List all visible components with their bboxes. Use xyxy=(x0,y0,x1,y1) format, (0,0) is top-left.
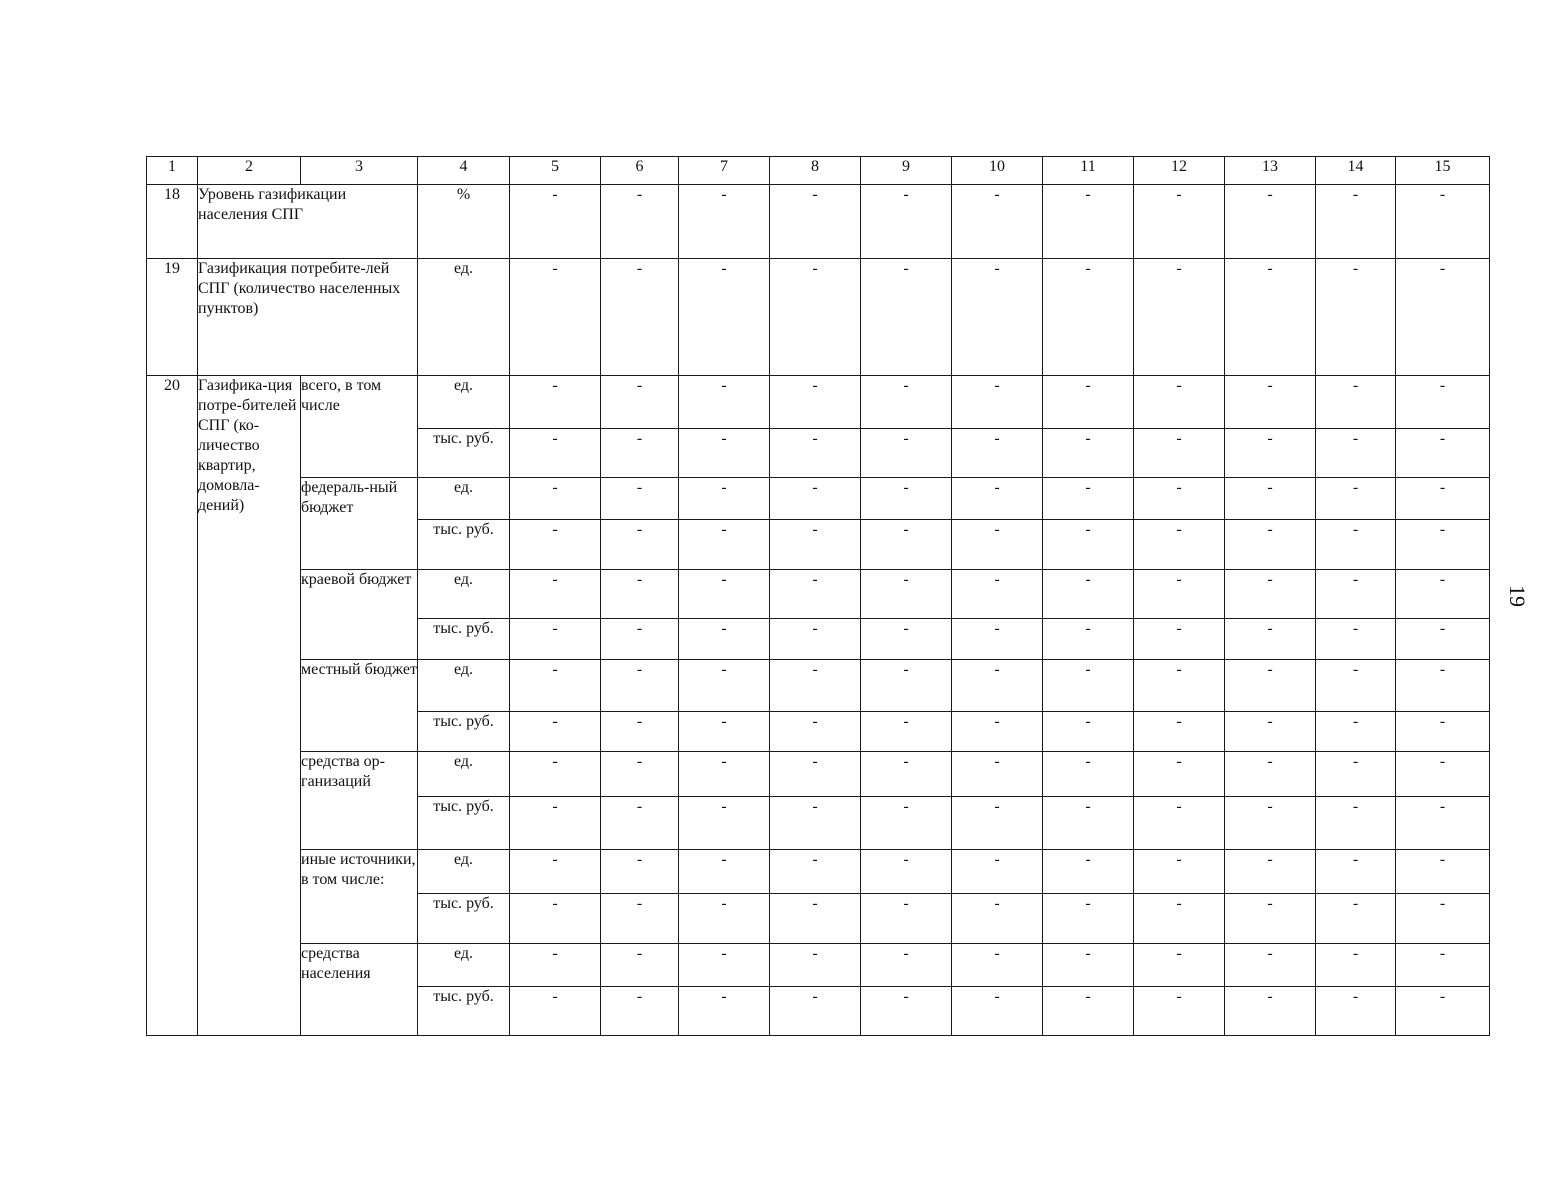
value-cell: - xyxy=(1225,259,1316,376)
value-cell: - xyxy=(510,850,601,894)
value-cell: - xyxy=(601,944,679,987)
value-cell: - xyxy=(861,570,952,619)
value-cell: - xyxy=(1134,660,1225,712)
value-cell: - xyxy=(1134,570,1225,619)
value-cell: - xyxy=(952,520,1043,570)
column-number-header: 8 xyxy=(770,157,861,185)
unit-cell: тыс. руб. xyxy=(418,712,510,752)
value-cell: - xyxy=(770,570,861,619)
value-cell: - xyxy=(679,944,770,987)
value-cell: - xyxy=(1396,185,1490,259)
value-cell: - xyxy=(1134,429,1225,478)
value-cell: - xyxy=(1225,797,1316,850)
value-cell: - xyxy=(510,660,601,712)
value-cell: - xyxy=(1316,752,1396,797)
value-cell: - xyxy=(679,520,770,570)
unit-cell: ед. xyxy=(418,944,510,987)
value-cell: - xyxy=(1043,478,1134,520)
value-cell: - xyxy=(510,619,601,660)
unit-cell: ед. xyxy=(418,259,510,376)
value-cell: - xyxy=(952,185,1043,259)
value-cell: - xyxy=(1134,259,1225,376)
value-cell: - xyxy=(1225,376,1316,429)
value-cell: - xyxy=(1134,619,1225,660)
value-cell: - xyxy=(1225,619,1316,660)
value-cell: - xyxy=(601,850,679,894)
table-row xyxy=(147,660,1490,712)
value-cell: - xyxy=(1043,520,1134,570)
value-cell: - xyxy=(510,752,601,797)
funding-source: всего, в том числе xyxy=(301,376,418,478)
value-cell: - xyxy=(679,987,770,1036)
column-number-header: 2 xyxy=(198,157,301,185)
value-cell: - xyxy=(1225,429,1316,478)
value-cell: - xyxy=(861,894,952,944)
value-cell: - xyxy=(952,894,1043,944)
value-cell: - xyxy=(510,894,601,944)
value-cell: - xyxy=(1043,894,1134,944)
header-row xyxy=(147,157,1490,185)
value-cell: - xyxy=(1396,712,1490,752)
value-cell: - xyxy=(1396,987,1490,1036)
unit-cell: тыс. руб. xyxy=(418,987,510,1036)
unit-cell: ед. xyxy=(418,376,510,429)
column-number-header: 9 xyxy=(861,157,952,185)
unit-cell: ед. xyxy=(418,570,510,619)
value-cell: - xyxy=(1316,478,1396,520)
value-cell: - xyxy=(1225,478,1316,520)
value-cell: - xyxy=(1043,619,1134,660)
value-cell: - xyxy=(1316,259,1396,376)
unit-cell: тыс. руб. xyxy=(418,894,510,944)
column-number-header: 5 xyxy=(510,157,601,185)
value-cell: - xyxy=(679,797,770,850)
value-cell: - xyxy=(770,660,861,712)
value-cell: - xyxy=(770,429,861,478)
value-cell: - xyxy=(1134,752,1225,797)
value-cell: - xyxy=(1316,520,1396,570)
funding-source: средства населения xyxy=(301,944,418,1036)
value-cell: - xyxy=(861,478,952,520)
value-cell: - xyxy=(952,259,1043,376)
value-cell: - xyxy=(1225,944,1316,987)
value-cell: - xyxy=(1225,660,1316,712)
value-cell: - xyxy=(770,376,861,429)
column-number-header: 11 xyxy=(1043,157,1134,185)
value-cell: - xyxy=(770,712,861,752)
value-cell: - xyxy=(679,429,770,478)
value-cell: - xyxy=(1316,850,1396,894)
value-cell: - xyxy=(510,429,601,478)
value-cell: - xyxy=(1225,185,1316,259)
value-cell: - xyxy=(1225,752,1316,797)
unit-cell: тыс. руб. xyxy=(418,619,510,660)
value-cell: - xyxy=(510,797,601,850)
value-cell: - xyxy=(601,660,679,712)
value-cell: - xyxy=(1043,850,1134,894)
value-cell: - xyxy=(770,752,861,797)
value-cell: - xyxy=(1396,894,1490,944)
unit-cell: ед. xyxy=(418,660,510,712)
table-row xyxy=(147,478,1490,520)
value-cell: - xyxy=(679,712,770,752)
table-row xyxy=(147,752,1490,797)
value-cell: - xyxy=(770,850,861,894)
value-cell: - xyxy=(861,259,952,376)
value-cell: - xyxy=(1396,520,1490,570)
unit-cell: тыс. руб. xyxy=(418,429,510,478)
value-cell: - xyxy=(861,185,952,259)
value-cell: - xyxy=(510,570,601,619)
value-cell: - xyxy=(601,894,679,944)
value-cell: - xyxy=(1316,944,1396,987)
value-cell: - xyxy=(679,850,770,894)
value-cell: - xyxy=(770,185,861,259)
value-cell: - xyxy=(1225,712,1316,752)
value-cell: - xyxy=(601,376,679,429)
value-cell: - xyxy=(952,478,1043,520)
value-cell: - xyxy=(1134,712,1225,752)
value-cell: - xyxy=(1225,570,1316,619)
value-cell: - xyxy=(1043,376,1134,429)
value-cell: - xyxy=(1225,850,1316,894)
value-cell: - xyxy=(1396,944,1490,987)
value-cell: - xyxy=(679,752,770,797)
funding-source: иные источники, в том числе: xyxy=(301,850,418,944)
value-cell: - xyxy=(510,259,601,376)
value-cell: - xyxy=(861,429,952,478)
value-cell: - xyxy=(952,660,1043,712)
table-row xyxy=(147,376,1490,429)
value-cell: - xyxy=(601,797,679,850)
value-cell: - xyxy=(601,185,679,259)
column-number-header: 3 xyxy=(301,157,418,185)
value-cell: - xyxy=(861,752,952,797)
value-cell: - xyxy=(861,376,952,429)
value-cell: - xyxy=(1225,894,1316,944)
value-cell: - xyxy=(770,944,861,987)
value-cell: - xyxy=(1043,752,1134,797)
column-number-header: 1 xyxy=(147,157,198,185)
value-cell: - xyxy=(601,752,679,797)
value-cell: - xyxy=(510,185,601,259)
value-cell: - xyxy=(861,660,952,712)
value-cell: - xyxy=(1396,376,1490,429)
unit-cell: ед. xyxy=(418,478,510,520)
row-number: 18 xyxy=(147,185,198,259)
value-cell: - xyxy=(679,376,770,429)
value-cell: - xyxy=(601,619,679,660)
value-cell: - xyxy=(1396,478,1490,520)
value-cell: - xyxy=(601,987,679,1036)
value-cell: - xyxy=(601,712,679,752)
column-number-header: 4 xyxy=(418,157,510,185)
value-cell: - xyxy=(1043,570,1134,619)
value-cell: - xyxy=(770,894,861,944)
value-cell: - xyxy=(1043,712,1134,752)
value-cell: - xyxy=(1225,520,1316,570)
unit-cell: тыс. руб. xyxy=(418,520,510,570)
value-cell: - xyxy=(1043,797,1134,850)
value-cell: - xyxy=(952,850,1043,894)
column-number-header: 14 xyxy=(1316,157,1396,185)
indicator-name: Уровень газификации населения СПГ xyxy=(198,185,418,259)
value-cell: - xyxy=(1396,660,1490,712)
value-cell: - xyxy=(1134,797,1225,850)
value-cell: - xyxy=(510,944,601,987)
value-cell: - xyxy=(1316,185,1396,259)
value-cell: - xyxy=(601,520,679,570)
value-cell: - xyxy=(679,619,770,660)
value-cell: - xyxy=(1316,429,1396,478)
value-cell: - xyxy=(1396,752,1490,797)
unit-cell: ед. xyxy=(418,752,510,797)
value-cell: - xyxy=(1043,259,1134,376)
value-cell: - xyxy=(510,478,601,520)
value-cell: - xyxy=(1396,797,1490,850)
value-cell: - xyxy=(861,944,952,987)
row-number: 19 xyxy=(147,259,198,376)
value-cell: - xyxy=(1316,619,1396,660)
value-cell: - xyxy=(861,712,952,752)
value-cell: - xyxy=(952,752,1043,797)
column-number-header: 7 xyxy=(679,157,770,185)
value-cell: - xyxy=(770,619,861,660)
value-cell: - xyxy=(1043,944,1134,987)
value-cell: - xyxy=(1134,376,1225,429)
row-number: 20 xyxy=(147,376,198,1036)
column-number-header: 10 xyxy=(952,157,1043,185)
value-cell: - xyxy=(1043,429,1134,478)
value-cell: - xyxy=(1043,660,1134,712)
value-cell: - xyxy=(952,429,1043,478)
value-cell: - xyxy=(861,520,952,570)
unit-cell: ед. xyxy=(418,850,510,894)
value-cell: - xyxy=(770,987,861,1036)
value-cell: - xyxy=(1396,429,1490,478)
value-cell: - xyxy=(601,478,679,520)
value-cell: - xyxy=(952,619,1043,660)
page-number: 19 xyxy=(1505,585,1530,607)
value-cell: - xyxy=(1134,478,1225,520)
value-cell: - xyxy=(1134,185,1225,259)
value-cell: - xyxy=(1134,520,1225,570)
value-cell: - xyxy=(510,712,601,752)
table-row xyxy=(147,850,1490,894)
value-cell: - xyxy=(1316,660,1396,712)
value-cell: - xyxy=(601,259,679,376)
value-cell: - xyxy=(601,429,679,478)
value-cell: - xyxy=(1134,944,1225,987)
column-number-header: 13 xyxy=(1225,157,1316,185)
value-cell: - xyxy=(1396,570,1490,619)
value-cell: - xyxy=(679,660,770,712)
value-cell: - xyxy=(679,185,770,259)
value-cell: - xyxy=(1316,987,1396,1036)
value-cell: - xyxy=(1043,987,1134,1036)
value-cell: - xyxy=(770,797,861,850)
value-cell: - xyxy=(1396,259,1490,376)
value-cell: - xyxy=(770,520,861,570)
value-cell: - xyxy=(1396,619,1490,660)
column-number-header: 12 xyxy=(1134,157,1225,185)
indicator-name: Газифика-ция потре-бителей СПГ (ко-личество квартир, домовла-дений) xyxy=(198,376,301,1036)
value-cell: - xyxy=(1316,712,1396,752)
value-cell: - xyxy=(861,850,952,894)
value-cell: - xyxy=(1134,987,1225,1036)
funding-source: средства ор-ганизаций xyxy=(301,752,418,850)
funding-source: краевой бюджет xyxy=(301,570,418,660)
table-row xyxy=(147,185,1490,259)
indicator-table xyxy=(146,156,1490,1036)
unit-cell: % xyxy=(418,185,510,259)
value-cell: - xyxy=(510,520,601,570)
value-cell: - xyxy=(1316,894,1396,944)
value-cell: - xyxy=(679,570,770,619)
table-row xyxy=(147,259,1490,376)
value-cell: - xyxy=(952,944,1043,987)
value-cell: - xyxy=(952,797,1043,850)
value-cell: - xyxy=(679,259,770,376)
value-cell: - xyxy=(770,478,861,520)
value-cell: - xyxy=(510,376,601,429)
value-cell: - xyxy=(601,570,679,619)
value-cell: - xyxy=(679,478,770,520)
value-cell: - xyxy=(1316,570,1396,619)
value-cell: - xyxy=(1043,185,1134,259)
value-cell: - xyxy=(770,259,861,376)
table-row xyxy=(147,570,1490,619)
value-cell: - xyxy=(1225,987,1316,1036)
value-cell: - xyxy=(952,376,1043,429)
value-cell: - xyxy=(1316,376,1396,429)
funding-source: федераль-ный бюджет xyxy=(301,478,418,570)
table-row xyxy=(147,944,1490,987)
value-cell: - xyxy=(1134,850,1225,894)
unit-cell: тыс. руб. xyxy=(418,797,510,850)
value-cell: - xyxy=(952,987,1043,1036)
value-cell: - xyxy=(952,570,1043,619)
value-cell: - xyxy=(1316,797,1396,850)
column-number-header: 6 xyxy=(601,157,679,185)
value-cell: - xyxy=(510,987,601,1036)
column-number-header: 15 xyxy=(1396,157,1490,185)
indicator-name: Газификация потребите-лей СПГ (количество населенных пунктов) xyxy=(198,259,418,376)
value-cell: - xyxy=(861,619,952,660)
funding-source: местный бюджет xyxy=(301,660,418,752)
value-cell: - xyxy=(861,797,952,850)
value-cell: - xyxy=(952,712,1043,752)
value-cell: - xyxy=(1134,894,1225,944)
value-cell: - xyxy=(861,987,952,1036)
value-cell: - xyxy=(679,894,770,944)
value-cell: - xyxy=(1396,850,1490,894)
